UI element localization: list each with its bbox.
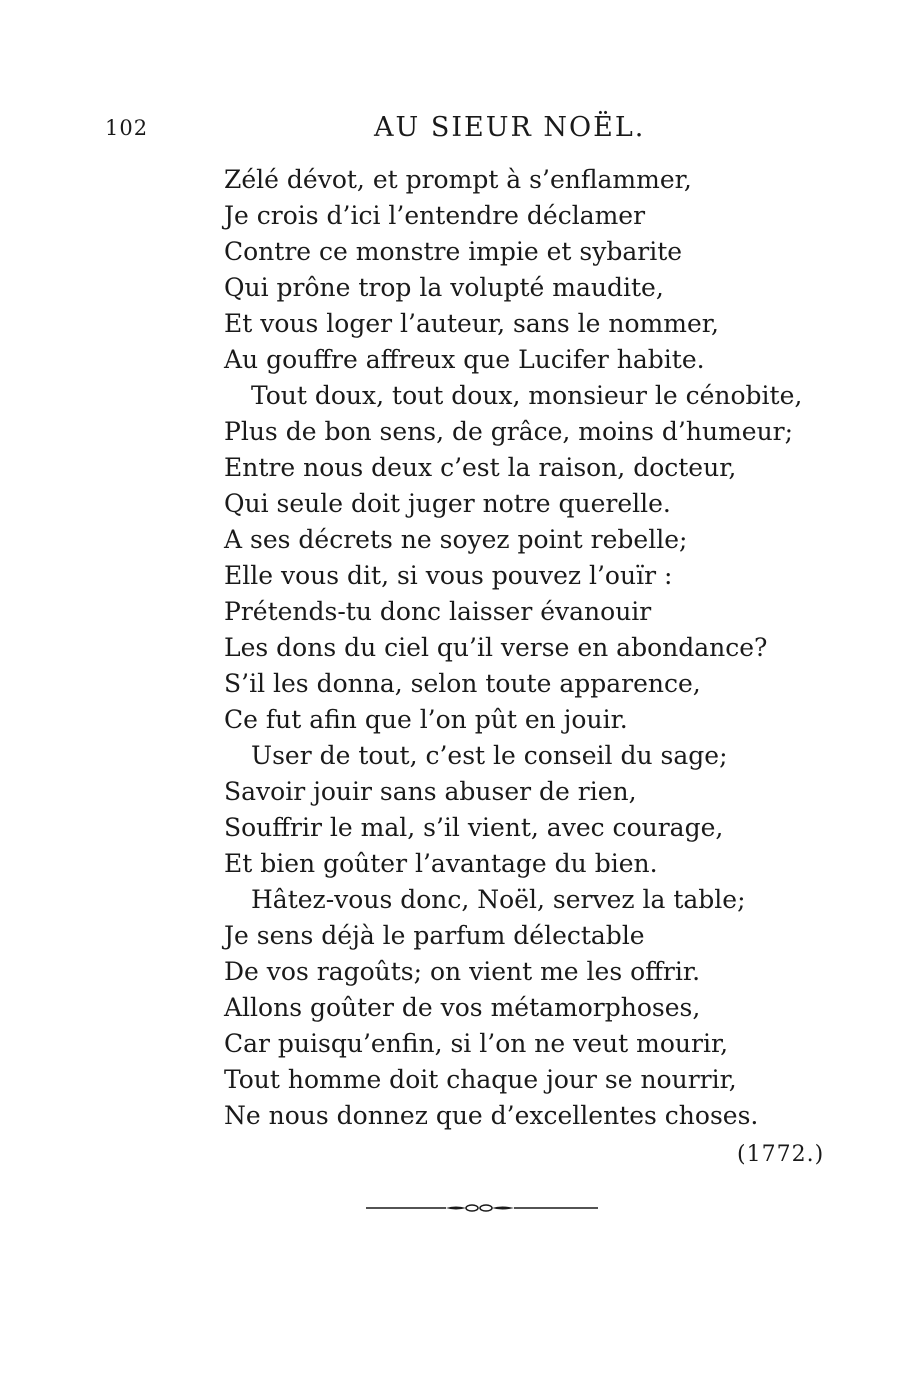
poem-line: Je crois d’ici l’entendre déclamer: [224, 201, 646, 230]
poem-line: A ses décrets ne soyez point rebelle;: [224, 525, 688, 554]
page-number: 102: [105, 116, 149, 140]
ornament-center-right: [480, 1205, 492, 1211]
poem-line: Tout doux, tout doux, monsieur le cénobite,: [251, 381, 803, 410]
poem-line: Et vous loger l’auteur, sans le nommer,: [224, 309, 719, 338]
poem-line: Zélé dévot, et prompt à s’enflammer,: [224, 165, 692, 194]
poem-line: Qui prône trop la volupté maudite,: [224, 273, 664, 302]
poem-line: Hâtez-vous donc, Noël, servez la table;: [251, 885, 746, 914]
poem-line: Souffrir le mal, s’il vient, avec courage,: [224, 813, 724, 842]
poem-line: Les dons du ciel qu’il verse en abondance?: [224, 633, 768, 662]
poem-line: Ce fut afin que l’on pût en jouir.: [224, 705, 628, 734]
poem-line: Ne nous donnez que d’excellentes choses.: [224, 1101, 759, 1130]
poem-line: S’il les donna, selon toute apparence,: [224, 669, 701, 698]
running-title: AU SIEUR NOËL.: [374, 112, 646, 143]
poem-line: De vos ragoûts; on vient me les offrir.: [224, 957, 701, 986]
poem-line: Contre ce monstre impie et sybarite: [224, 237, 683, 266]
ornament-right-swell: [492, 1207, 514, 1210]
poem-line: Entre nous deux c’est la raison, docteur,: [224, 453, 737, 482]
poem-line: Elle vous dit, si vous pouvez l’ouïr :: [224, 561, 673, 590]
poem-line: Je sens déjà le parfum délectable: [224, 921, 645, 950]
poem-line: Savoir jouir sans abuser de rien,: [224, 777, 637, 806]
poem-line: Car puisqu’enfin, si l’on ne veut mourir,: [224, 1029, 729, 1058]
poem-line: Et bien goûter l’avantage du bien.: [224, 849, 658, 878]
poem: [224, 162, 824, 1134]
poem-date: (1772.): [737, 1142, 825, 1167]
ornament-divider: [366, 1200, 600, 1216]
poem-line: Plus de bon sens, de grâce, moins d’humeur;: [224, 417, 794, 446]
poem-line: User de tout, c’est le conseil du sage;: [251, 741, 728, 770]
ornament-center-left: [466, 1205, 478, 1211]
ornament-left-swell: [446, 1207, 466, 1210]
poem-line: Prétends-tu donc laisser évanouir: [224, 597, 652, 626]
poem-line: Au gouffre affreux que Lucifer habite.: [224, 345, 705, 374]
poem-line: Qui seule doit juger notre querelle.: [224, 489, 671, 518]
poem-line: Tout homme doit chaque jour se nourrir,: [224, 1065, 737, 1094]
poem-line: Allons goûter de vos métamorphoses,: [224, 993, 701, 1022]
